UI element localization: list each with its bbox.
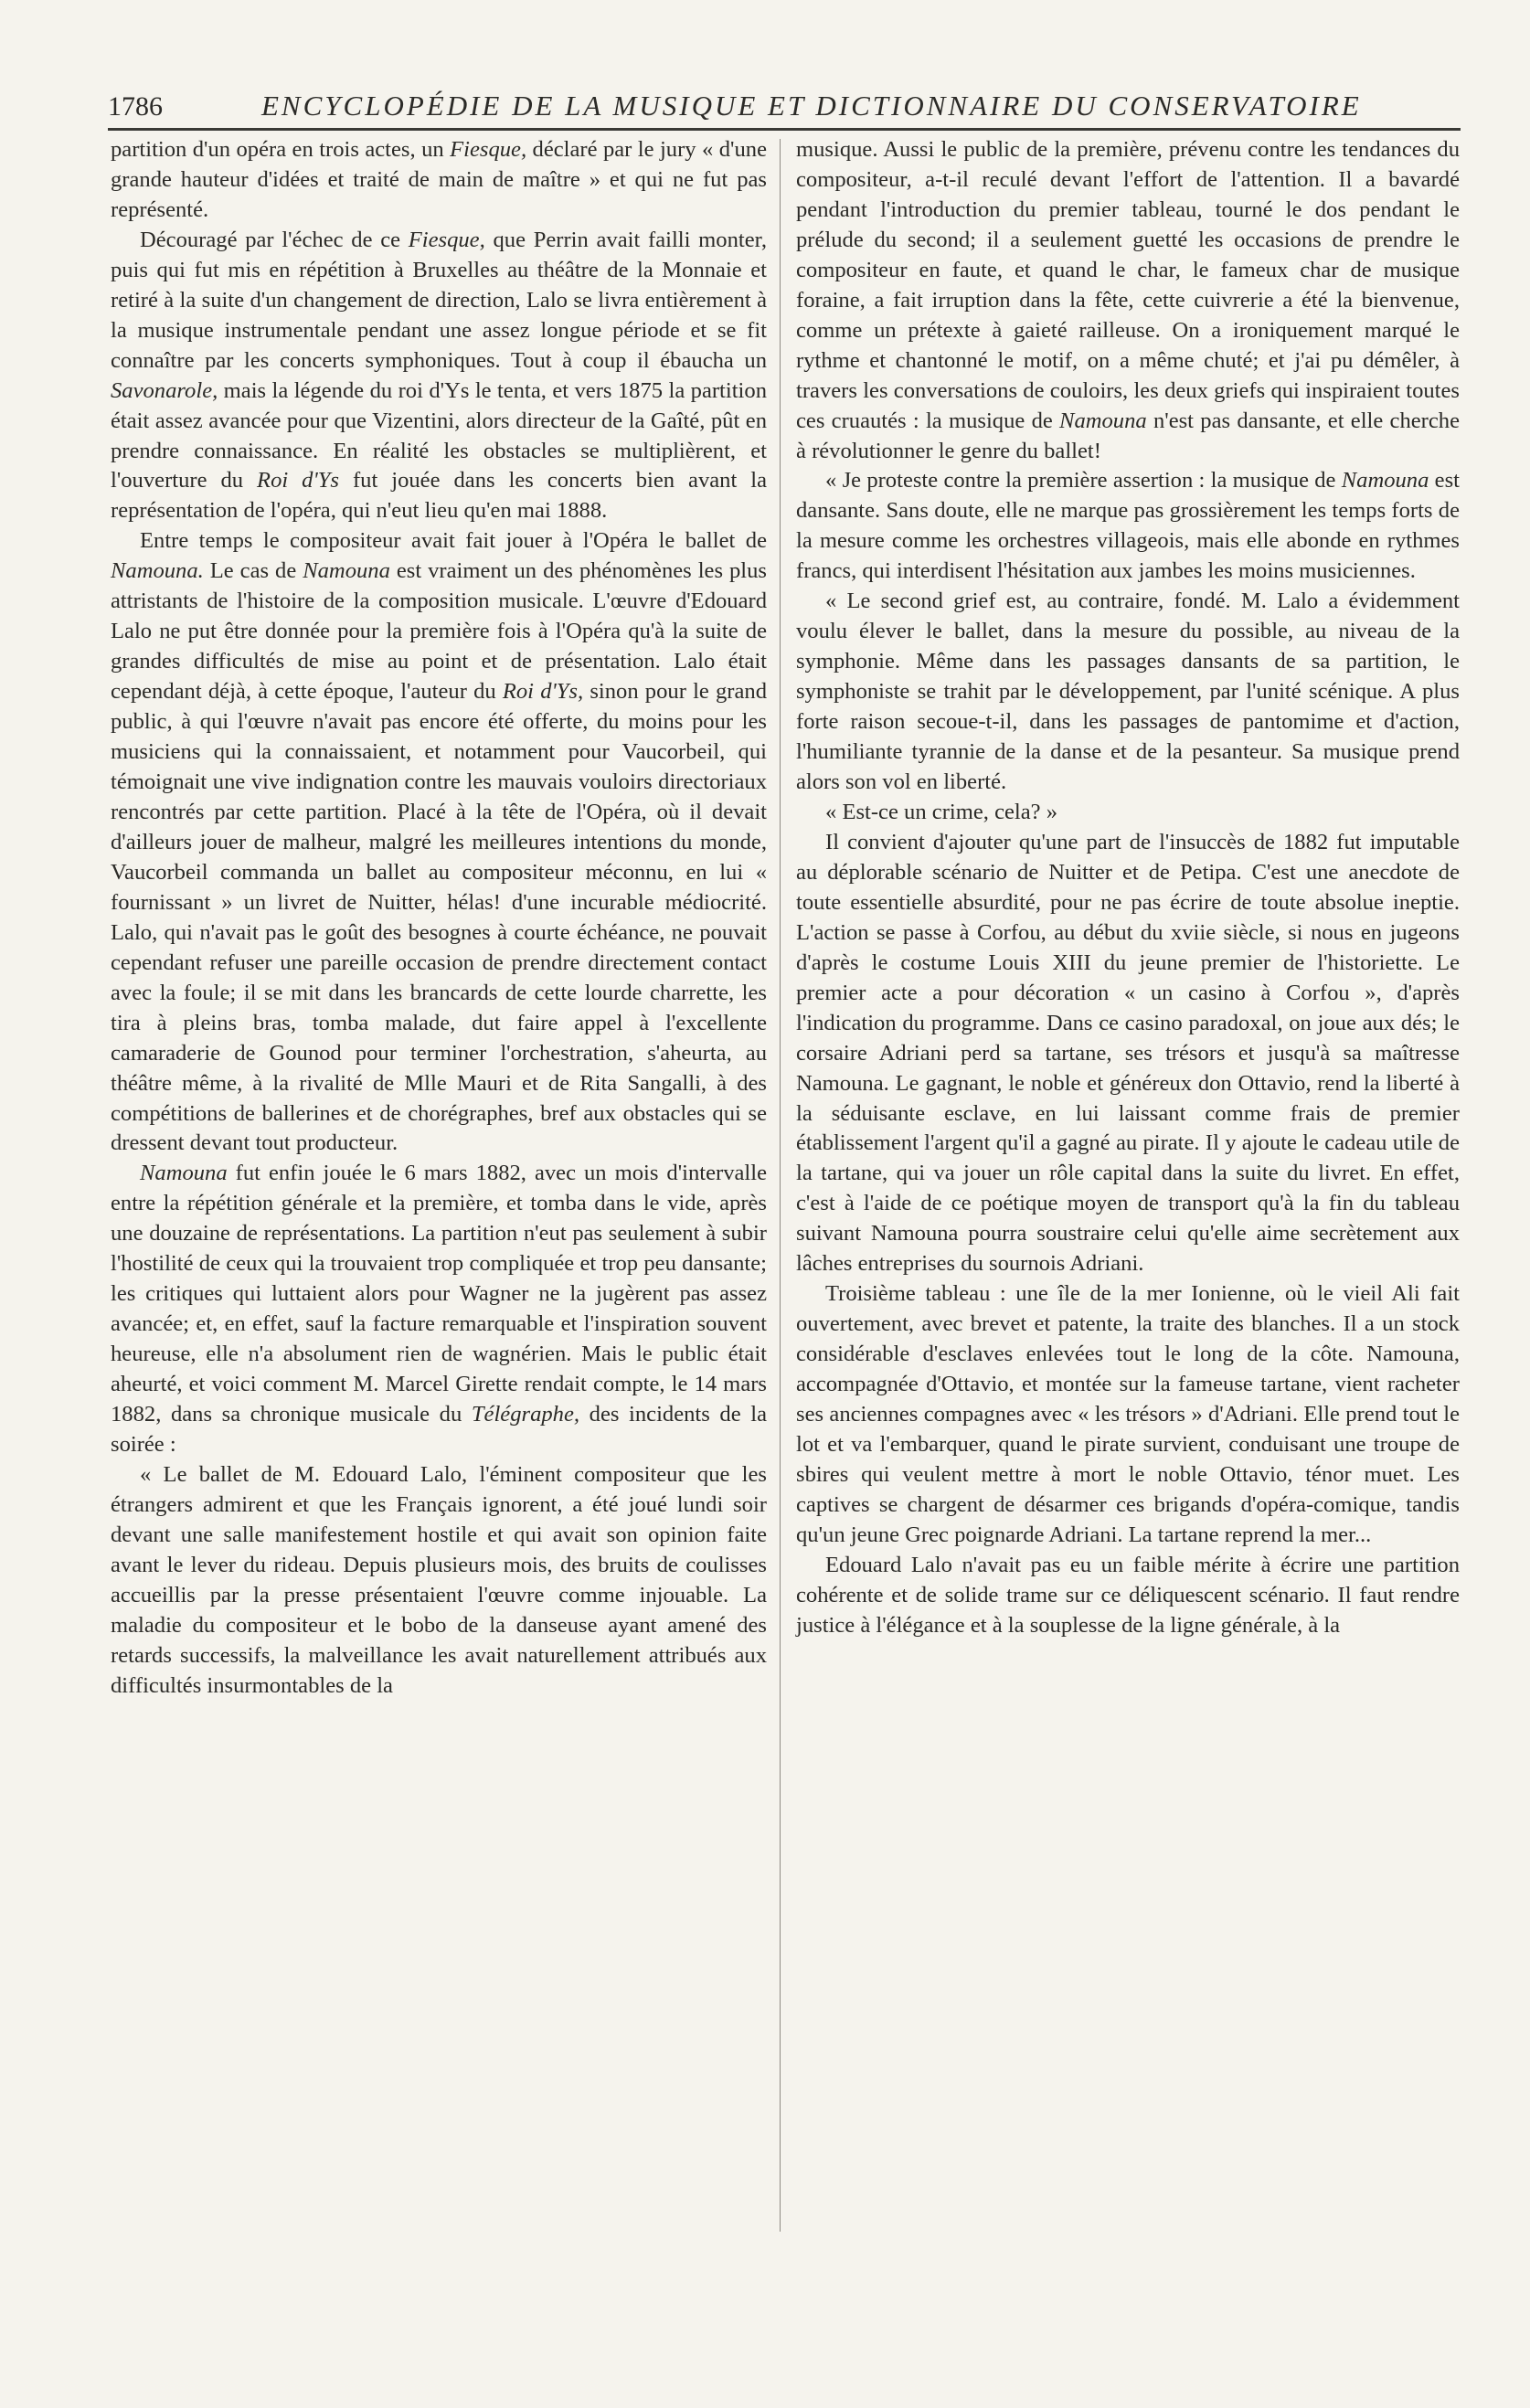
text-run: des incidents de la soirée : — [111, 1402, 767, 1457]
left-paragraph-4 — [111, 1159, 767, 1460]
right-paragraph-4: « Est-ce un crime, cela? » — [825, 799, 1058, 824]
text-run: n'est pas dansante, et elle cherche à révolutionner le genre du ballet! — [796, 408, 1460, 463]
right-paragraph-7: Edouard Lalo n'avait pas eu un faible mérite à écrire une partition cohérente et de solide trame sur ce déliquescent scénario. Il faut rendre justice à l'élégance et à la souplesse de la ligne générale, à la — [796, 1552, 1460, 1638]
italic-run: Fiesque, — [408, 227, 485, 252]
italic-run: Roi d'Ys — [257, 468, 339, 493]
page-number: 1786 — [108, 91, 163, 122]
italic-run: Namouna — [1341, 468, 1429, 493]
text-run: est vraiment un des phénomènes les plus attristants de l'histoire de la composition musicale. L'œuvre d'Edouard Lalo ne put être donnée pour la première fois à l'Opéra qu'à la suite de grandes difficultés de mise au point et de présentation. Lalo était cependant déjà, à cette époque, l'auteur du — [111, 558, 767, 705]
text-run: que Perrin avait failli monter, puis qui fut mis en répétition à Bruxelles au théâtre de la Monnaie et retiré à la suite d'un changement de direction, Lalo se livra entièrement à la musique instrumentale pendant une assez longue période et se fit connaître par les concerts symphoniques. Tout à coup il ébaucha un — [111, 227, 767, 373]
column-divider — [780, 139, 781, 2232]
text-run: partition d'un opéra en trois actes, un — [111, 137, 451, 162]
text-run: est dansante. Sans doute, elle ne marque pas grossièrement les temps forts de la mesure comme les orchestres villageois, mais elle abonde en rythmes francs, qui interdisent l'hésitation aux jambes les moins musiciennes. — [796, 468, 1460, 584]
left-paragraph-2 — [111, 226, 767, 527]
italic-run: Namouna. — [111, 558, 204, 584]
left-paragraph-3 — [111, 526, 767, 1159]
text-run: sinon pour le grand public, à qui l'œuvre n'avait pas encore été offerte, du moins pour les musiciens qui la connaissaient, et notamment pour Vaucorbeil, qui témoignait une vive indignation contre les mauvais vouloirs directoriaux rencontrés par cette partition. Placé à la tête de l'Opéra, où il devait d'ailleurs jouer de malheur, malgré les meilleures intentions du monde, Vaucorbeil commanda un ballet au compositeur méconnu, en lui « fournissant » un livret de Nuitter, hélas! d'une incurable médiocrité. Lalo, qui n'avait pas le goût des besognes à courte échéance, ne pouvait cependant refuser une pareille occasion de prendre directement contact avec la foule; il se mit dans les brancards de cette lourde charrette, les tira à pleins bras, tomba malade, dut faire appel à l'excellente camaraderie de Gounod pour terminer l'orchestration, s'aheurta, au théâtre même, à la rivalité de Mlle Mauri et de Rita Sangalli, à des compétitions de ballerines et de chorégraphes, bref aux obstacles qui se dressent devant tout producteur. — [111, 679, 767, 1156]
italic-run: Télégraphe, — [471, 1402, 580, 1427]
text-run: déclaré par le jury « d'une grande hauteur d'idées et traité de main de maître » et qui ne fut pas représenté. — [111, 137, 767, 222]
italic-run: Roi d'Ys, — [502, 679, 584, 705]
right-paragraph-6: Troisième tableau : une île de la mer Ionienne, où le vieil Ali fait ouvertement, avec brevet et patente, la traite des blanches. Il a un stock considérable d'esclaves enlevées tout le long de la côte. Namouna, accompagnée d'Ottavio, et montée sur la fameuse tartane, vient racheter ses anciennes compagnes avec « les trésors » d'Adriani. Elle prend tout le lot et va l'embarquer, quand le pirate survient, conduisant une troupe de sbires qui veulent mettre à mort le noble Ottavio, ténor muet. Les captives se chargent de désarmer ces brigands d'opéra-comique, tandis qu'un jeune Grec poignarde Adriani. La tartane reprend la mer... — [796, 1281, 1460, 1547]
text-run: mais la légende du roi d'Ys le tenta, et vers 1875 la partition était assez avancée pour que Vizentini, alors directeur de la Gaîté, pût en prendre connaissance. En réalité les obstacles se multiplièrent, et l'ouverture du — [111, 377, 767, 493]
left-paragraph-5: « Le ballet de M. Edouard Lalo, l'éminent compositeur que les étrangers admirent et que les Français ignorent, a été joué lundi soir devant une salle manifestement hostile et qui avait son opinion faite avant le lever du rideau. Depuis plusieurs mois, des bruits de coulisses accueillis par la presse présentaient l'œuvre comme injouable. La maladie du compositeur et le bobo de la danseuse ayant amené des retards successifs, la malveillance les avait naturellement attribués aux difficultés insurmontables de la — [111, 1461, 767, 1698]
italic-run: Namouna — [1059, 408, 1147, 433]
italic-run: Fiesque, — [450, 137, 527, 162]
running-title: ENCYCLOPÉDIE DE LA MUSIQUE ET DICTIONNAIRE DU CONSERVATOIRE — [261, 90, 1362, 122]
left-column — [111, 135, 767, 1702]
text-run: Entre temps le compositeur avait fait jouer à l'Opéra le ballet de — [140, 528, 767, 554]
right-paragraph-5: Il convient d'ajouter qu'une part de l'insuccès de 1882 fut imputable au déplorable scénario de Nuitter et de Petipa. C'est une anecdote de toute essentielle absurdité, pour ne pas écrire de toute absolue ineptie. L'action se passe à Corfou, au début du xviie siècle, si nous en jugeons d'après le costume Louis XIII du jeune premier de l'historiette. Le premier acte a pour décoration « un casino à Corfou », d'après l'indication du programme. Dans ce casino paradoxal, on joue aux dés; le corsaire Adriani perd sa tartane, ses trésors et jusqu'à sa maîtresse Namouna. Le gagnant, le noble et généreux don Ottavio, rend la liberté à la séduisante esclave, en lui laissant comme frais de premier établissement l'argent qu'il a gagné au pirate. Il y ajoute le cadeau utile de la tartane, qui va jouer un rôle capital dans la suite du livret. En effet, c'est à l'aide de ce poétique moyen de transport qu'à la fin du tableau suivant Namouna pourra soustraire celui qu'elle aime secrètement aux lâches entreprises du sournois Adriani. — [796, 829, 1460, 1277]
text-run: Le cas de — [203, 558, 303, 584]
text-run: fut jouée dans les concerts bien avant la représentation de l'opéra, qui n'eut lieu qu'en mai 1888. — [111, 468, 768, 524]
left-paragraph-1 — [111, 135, 767, 226]
right-paragraph-2 — [796, 466, 1460, 587]
right-paragraph-3: « Le second grief est, au contraire, fondé. M. Lalo a évidemment voulu élever le ballet, dans la mesure du possible, au niveau de la symphonie. Même dans les passages dansants de sa partition, le symphoniste se trahit par le développement, par l'unité scénique. A plus forte raison secoue-t-il, dans les passages de pantomime et d'action, l'humiliante tyrannie de la danse et de la pesanteur. Sa musique prend alors son vol en liberté. — [796, 589, 1460, 795]
text-run: Découragé par l'échec de ce — [140, 227, 409, 252]
header-rule — [108, 128, 1461, 131]
text-run: fut enfin jouée le 6 mars 1882, avec un mois d'intervalle entre la répétition générale et la première, et tomba dans le vide, après une douzaine de représentations. La partition n'eut pas seulement à subir l'hostilité de ceux qui la trouvaient trop compliquée et trop peu dansante; les critiques qui luttaient alors pour Wagner ne la jugèrent pas assez avancée; et, en effet, sauf la facture remarquable et l'inspiration souvent heureuse, elle n'a absolument rien de wagnérien. Mais le public était aheurté, et voici comment M. Marcel Girette rendait compte, le 14 mars 1882, dans sa chronique musicale du — [111, 1161, 767, 1427]
page-header — [108, 88, 1461, 128]
text-run: « Je proteste contre la première assertion : la musique de — [825, 468, 1342, 493]
right-column — [796, 135, 1460, 1641]
italic-run: Savonarole, — [111, 377, 218, 403]
italic-run: Namouna — [303, 558, 390, 584]
right-paragraph-1 — [796, 135, 1460, 466]
italic-run: Namouna — [140, 1161, 228, 1186]
text-run: musique. Aussi le public de la première, prévenu contre les tendances du compositeur, a-t-il reculé devant l'effort de l'attention. Il a bavardé pendant l'introduction du premier tableau, tourné le dos pendant le prélude du second; il a seulement guetté les occasions de prendre le compositeur en faute, et quand le char, le fameux char de musique foraine, a fait irruption dans la fête, cette cuivrerie a été la bienvenue, comme un prétexte à gaieté railleuse. On a ironiquement marqué le rythme et chantonné le motif, on a même chuté; et j'ai pu démêler, à travers les conversations de couloirs, les deux griefs qui inspiraient toutes ces cruautés : la musique de — [796, 137, 1460, 433]
